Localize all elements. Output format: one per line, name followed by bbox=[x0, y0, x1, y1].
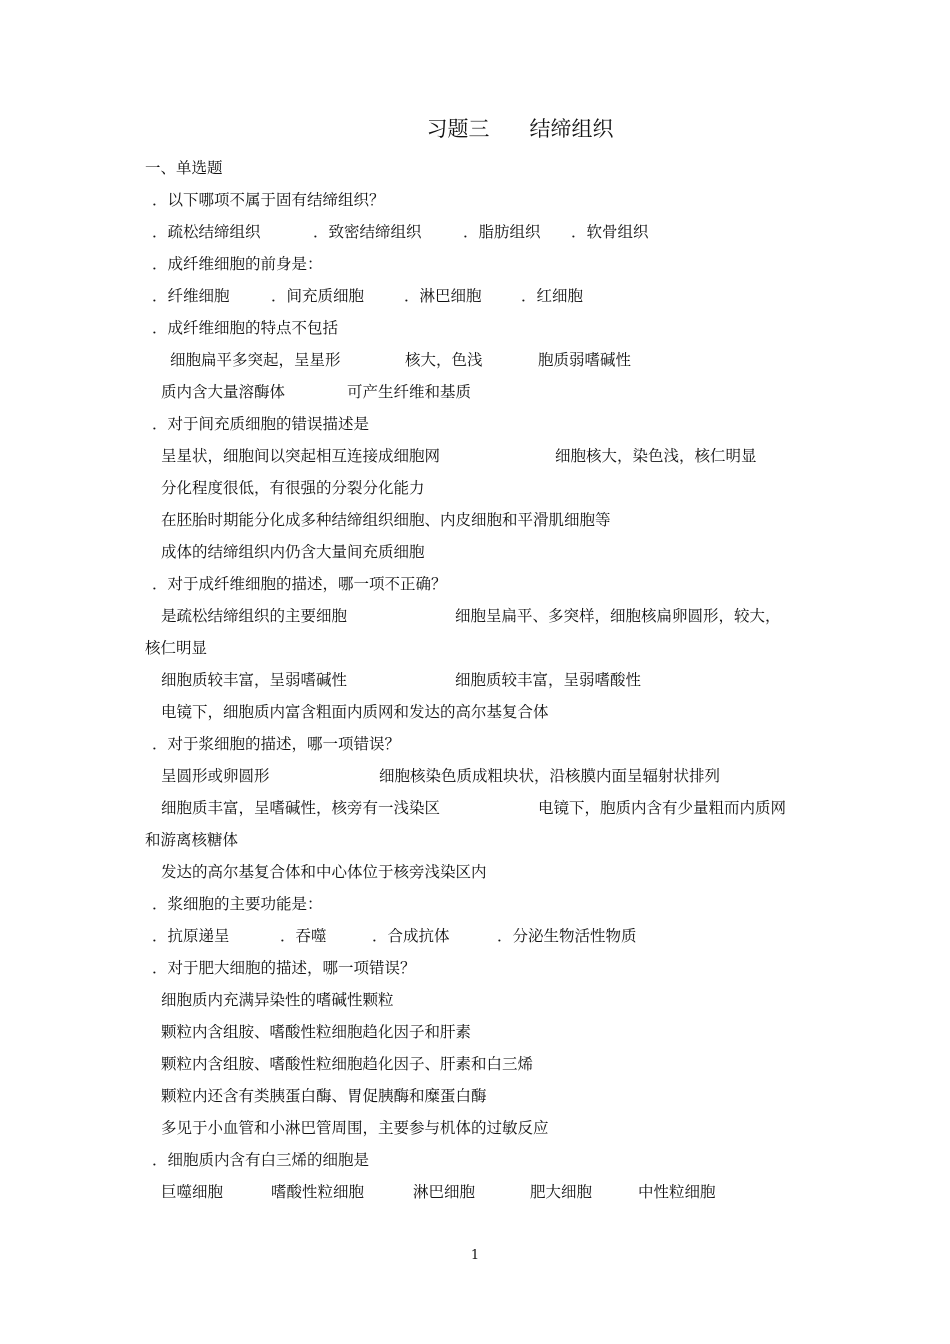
question-8-option-e: 多见于小血管和小淋巴管周围，主要参与机体的过敏反应 bbox=[161, 1119, 549, 1137]
question-4-stem: ．对于间充质细胞的错误描述是 bbox=[152, 415, 370, 433]
question-6-option-d-continued: 和游离核糖体 bbox=[145, 831, 239, 849]
question-7-option-b: ．吞噬 bbox=[280, 927, 327, 945]
question-1-option-a: ．疏松结缔组织 bbox=[152, 223, 261, 241]
question-6-option-e: 发达的高尔基复合体和中心体位于核旁浅染区内 bbox=[161, 863, 487, 881]
question-1-option-b: ．致密结缔组织 bbox=[313, 223, 422, 241]
question-7-option-c: ．合成抗体 bbox=[372, 927, 450, 945]
question-3-stem: ．成纤维细胞的特点不包括 bbox=[152, 319, 339, 337]
question-5-option-d: 细胞质较丰富，呈弱嗜酸性 bbox=[455, 671, 642, 689]
question-7-stem: ．浆细胞的主要功能是： bbox=[152, 895, 323, 913]
question-4-option-d: 在胚胎时期能分化成多种结缔组织细胞、内皮细胞和平滑肌细胞等 bbox=[161, 511, 611, 529]
question-2-stem: ．成纤维细胞的前身是： bbox=[152, 255, 323, 273]
question-3-option-d: 质内含大量溶酶体 bbox=[161, 383, 286, 401]
question-5-option-a: 是疏松结缔组织的主要细胞 bbox=[161, 607, 348, 625]
page-number: 1 bbox=[470, 1248, 480, 1263]
question-2-option-a: ．纤维细胞 bbox=[152, 287, 230, 305]
question-9-option-d: 肥大细胞 bbox=[530, 1183, 593, 1201]
question-6-option-c: 细胞质丰富，呈嗜碱性，核旁有一浅染区 bbox=[161, 799, 441, 817]
question-9-option-b: 嗜酸性粒细胞 bbox=[271, 1183, 365, 1201]
question-6-option-a: 呈圆形或卵圆形 bbox=[161, 767, 270, 785]
question-5-option-b-continued: 核仁明显 bbox=[145, 639, 208, 657]
question-8-option-d: 颗粒内还含有类胰蛋白酶、胃促胰酶和糜蛋白酶 bbox=[161, 1087, 487, 1105]
question-3-option-e: 可产生纤维和基质 bbox=[347, 383, 472, 401]
question-7-option-a: ．抗原递呈 bbox=[152, 927, 230, 945]
question-1-stem: ．以下哪项不属于固有结缔组织？ bbox=[152, 191, 385, 209]
question-2-option-c: ．淋巴细胞 bbox=[404, 287, 482, 305]
question-3-option-a: 细胞扁平多突起，呈星形 bbox=[170, 351, 341, 369]
question-1-option-d: ．软骨组织 bbox=[571, 223, 649, 241]
question-9-stem: ．细胞质内含有白三烯的细胞是 bbox=[152, 1151, 370, 1169]
section-heading: 一、单选题 bbox=[145, 159, 223, 177]
question-6-option-b: 细胞核染色质成粗块状，沿核膜内面呈辐射状排列 bbox=[379, 767, 721, 785]
question-4-option-b: 细胞核大，染色浅，核仁明显 bbox=[555, 447, 757, 465]
question-5-option-c: 细胞质较丰富，呈弱嗜碱性 bbox=[161, 671, 348, 689]
question-1-option-c: ．脂肪组织 bbox=[463, 223, 541, 241]
question-9-option-c: 淋巴细胞 bbox=[413, 1183, 476, 1201]
question-5-stem: ．对于成纤维细胞的描述，哪一项不正确？ bbox=[152, 575, 447, 593]
question-4-option-a: 呈星状，细胞间以突起相互连接成细胞网 bbox=[161, 447, 441, 465]
question-6-stem: ．对于浆细胞的描述，哪一项错误？ bbox=[152, 735, 401, 753]
question-7-option-d: ．分泌生物活性物质 bbox=[497, 927, 637, 945]
question-8-option-c: 颗粒内含组胺、嗜酸性粒细胞趋化因子、肝素和白三烯 bbox=[161, 1055, 534, 1073]
question-4-option-e: 成体的结缔组织内仍含大量间充质细胞 bbox=[161, 543, 425, 561]
question-2-option-d: ．红细胞 bbox=[521, 287, 584, 305]
question-6-option-d: 电镜下，胞质内含有少量粗而内质网 bbox=[538, 799, 787, 817]
question-3-option-b: 核大，色浅 bbox=[405, 351, 483, 369]
question-3-option-c: 胞质弱嗜碱性 bbox=[538, 351, 632, 369]
question-8-option-a: 细胞质内充满异染性的嗜碱性颗粒 bbox=[161, 991, 394, 1009]
question-8-option-b: 颗粒内含组胺、嗜酸性粒细胞趋化因子和肝素 bbox=[161, 1023, 472, 1041]
question-9-option-a: 巨噬细胞 bbox=[161, 1183, 224, 1201]
question-4-option-c: 分化程度很低，有很强的分裂分化能力 bbox=[161, 479, 425, 497]
question-5-option-e: 电镜下，细胞质内富含粗面内质网和发达的高尔基复合体 bbox=[161, 703, 549, 721]
question-2-option-b: ．间充质细胞 bbox=[271, 287, 365, 305]
page-title: 习题三 结缔组织 bbox=[426, 117, 614, 141]
question-9-option-e: 中性粒细胞 bbox=[638, 1183, 716, 1201]
question-8-stem: ．对于肥大细胞的描述，哪一项错误？ bbox=[152, 959, 416, 977]
question-5-option-b: 细胞呈扁平、多突样，细胞核扁卵圆形，较大， bbox=[455, 607, 781, 625]
